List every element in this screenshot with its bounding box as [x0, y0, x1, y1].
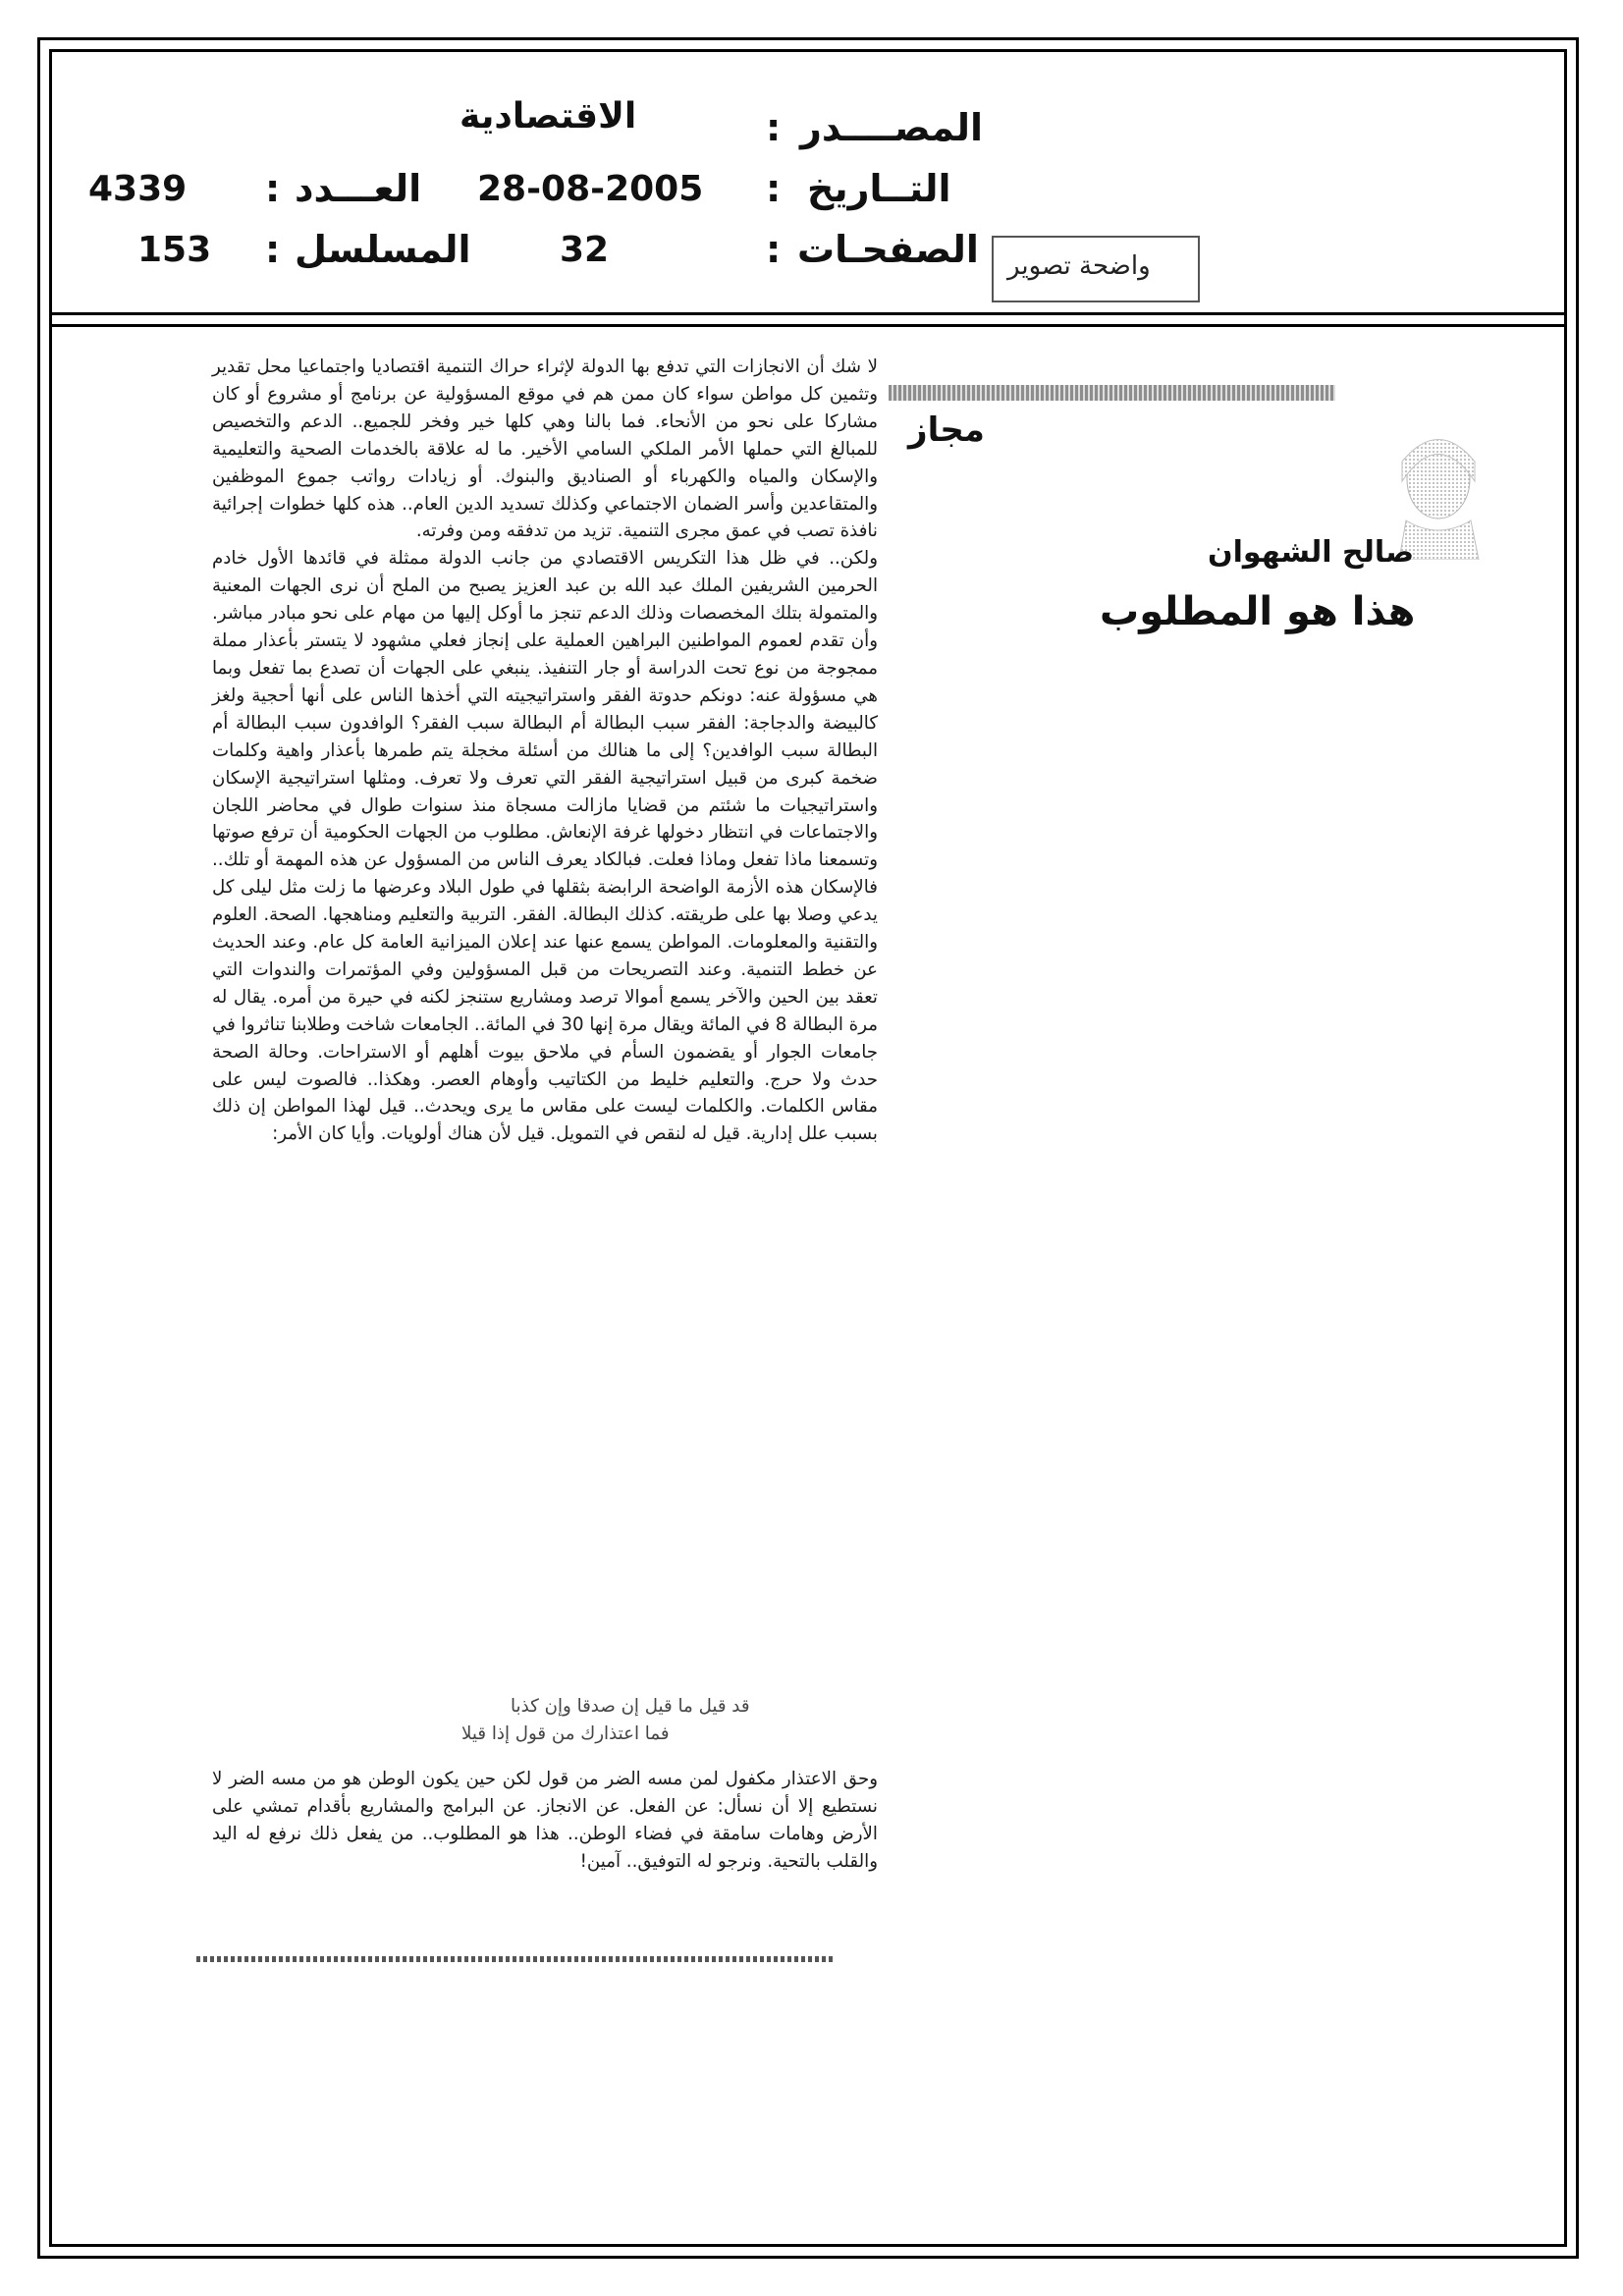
author-name: صالح الشهوان [1208, 535, 1415, 570]
clarity-stamp [992, 236, 1200, 302]
pages-value: 32 [560, 230, 610, 270]
issue-label: العـــدد [295, 167, 422, 210]
article-headline: هذا هو المطلوب [1100, 589, 1416, 634]
poem-verse-2: فما اعتذارك من قول إذا قيلا [461, 1723, 670, 1744]
column-name: مجاز [908, 410, 985, 450]
serial-value: 153 [137, 230, 212, 270]
issue-colon: : [265, 167, 281, 210]
serial-label: المسلسل [295, 228, 471, 271]
serial-colon: : [265, 228, 281, 271]
source-label: المصــــدر [800, 106, 983, 149]
source-colon: : [766, 106, 782, 149]
poem-verse-1: قد قيل ما قيل إن صدقا وإن كذبا [511, 1696, 750, 1717]
header-separator [49, 312, 1567, 315]
column-header-rule [889, 385, 1335, 401]
header-separator-double [49, 324, 1567, 327]
source-value: الاقتصادية [460, 96, 637, 137]
pages-colon: : [766, 228, 782, 271]
pages-label: الصفحـات [797, 228, 979, 271]
clarity-stamp-text: واضحة تصوير [1007, 251, 1151, 281]
date-label: التــاريخ [807, 167, 951, 210]
article-closing [212, 1748, 878, 1893]
article-paragraph-1: لا شك أن الانجازات التي تدفع بها الدولة لإثراء حراك التنمية اقتصاديا واجتماعيا محل تقدير وتثمين كل مواطن سواء كان ممن هم في موقع المسؤولية عن برنامج أو مشروع أو كان مشاركا على نحو من الأنحاء. فما بالنا وهي كلها خير وفخر للجميع.. الدعم والتخصيص للمبالغ التي حملها الأمر الملكي السامي الأخير. ما له علاقة بالخدمات الصحية والتعليمية والإسكان والمياه والكهرباء أو الصناديق والبنوك. أو زيادات رواتب جموع الموظفين والمتقاعدين وأسر الضمان الاجتماعي وكذلك تسديد الدين العام.. هذه كلها خطوات إجرائية نافذة تصب في عمق مجرى التنمية. تزيد من تدفقه ومن وفرته. [212, 356, 878, 542]
date-value: 28-08-2005 [477, 169, 704, 209]
article-paragraph-3: وحق الاعتذار مكفول لمن مسه الضر من قول لكن حين يكون الوطن هو من مسه الضر لا نستطيع إلا أن نسأل: عن الفعل. عن الانجاز. عن البرامج والمشاريع بأقدام تمشي على الأرض وهامات سامقة في فضاء الوطن.. هذا هو المطلوب.. من يفعل ذلك نرفع له اليد والقلب بالتحية. ونرجو له التوفيق.. آمين! [212, 1769, 878, 1872]
article-end-rule [196, 1956, 835, 1962]
article-body [212, 354, 878, 1148]
date-colon: : [766, 167, 782, 210]
article-paragraph-2: ولكن.. في ظل هذا التكريس الاقتصادي من جانب الدولة ممثلة في قائدها الأول خادم الحرمين الشريفين الملك عبد الله بن عبد العزيز يصبح من الملح أن نرى الجهات المعنية والمتمولة بتلك المخصصات وذلك الدعم تنجز ما أوكل إليها من مهام على نحو مبادر مباشر. وأن تقدم لعموم المواطنين البراهين العملية على إنجاز فعلي مشهود لا يتستر بأعذار مملة ممجوجة من نوع تحت الدراسة أو جار التنفيذ. ينبغي على الجهات أن تصدع بما تفعل وبما هي مسؤولة عنه: دونكم حدوتة الفقر واستراتيجيته التي أخذها الناس على أنها أحجية ولغز كالبيضة والدجاجة: الفقر سبب البطالة أم البطالة سبب الفقر؟ الوافدون سبب البطالة أم البطالة سبب الوافدين؟ إلى ما هنالك من أسئلة مخجلة يتم طمرها بأعذار واهية وكلمات ضخمة كبرى من قبيل استراتيجية الفقر التي تعرف ولا تعرف. ومثلها استراتيجية الإسكان واستراتيجيات ما شئتم من قضايا مازالت مسجاة منذ سنوات طوال في محاضر اللجان والاجتماعات في انتظار دخولها غرفة الإنعاش. مطلوب من الجهات الحكومية أن ترفع صوتها وتسمعنا ماذا تفعل وماذا فعلت. فبالكاد يعرف الناس من المسؤول عن هذه المهمة أو تلك.. فالإسكان هذه الأزمة الواضحة الرابضة بثقلها في طول البلاد وعرضها ما زلت مثل ليلى كل يدعي وصلا بها على طريقته. كذلك البطالة. الفقر. التربية والتعليم ومناهجها. الصحة. العلوم والتقنية والمعلومات. المواطن يسمع عنها عند إعلان الميزانية العامة كل عام. وعند الحديث عن خطط التنمية. وعند التصريحات من قبل المسؤولين وفي المؤتمرات والندوات التي تعقد بين الحين والآخر يسمع أموالا ترصد ومشاريع ستنجز لكنه في حيرة من أمره. يقال له مرة البطالة 8 في المائة ويقال مرة إنها 30 في المائة.. الجامعات شاخت وطلابنا تناثروا في جامعات الجوار أو يقضمون السأم في ملاحق بيوت أهلهم أو الاستراحات. وحالة الصحة حدث ولا حرج. والتعليم خليط من الكتاتيب وأوهام العصر. وهكذا.. فالصوت ليس على مقاس الكلمات. والكلمات ليست على مقاس ما يرى ويحدث.. قيل لهذا المواطن إن ذلك بسبب علل إدارية. قيل له لنقص في التمويل. قيل لأن هناك أولويات. وأيا كان الأمر: [212, 548, 878, 1145]
issue-value: 4339 [88, 169, 188, 209]
